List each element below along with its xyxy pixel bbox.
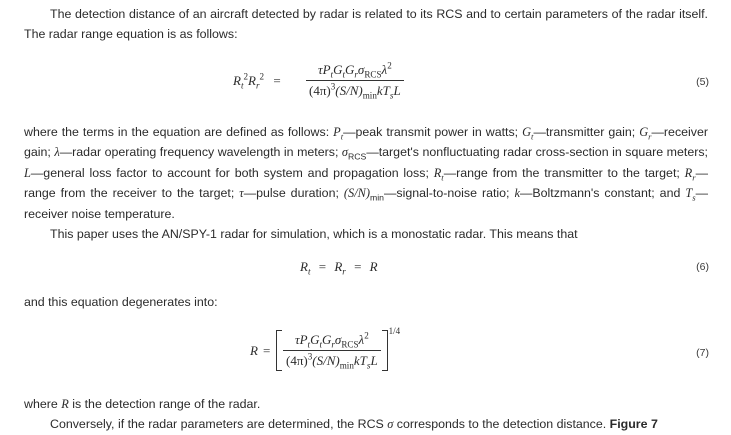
equation-7 [0, 326, 731, 382]
equation-6-number: (6) [696, 261, 709, 273]
definitions-paragraph: where the terms in the equation are defined as follows: $P_t—peak$ transmit power in watts; $G_t—transmitter$ gain; $G_r—receiver$ gain; λ—radar operating frequency wavelength in meters; $\sigma_{RCS}—target's$ nonfluctuating radar cross-section in square meters; L—general loss factor to account for both system and propagation loss; $R_t—range$ from the transmitter to the target; $R_r—range$ from the receiver to the target; τ—pulse duration; $(S/N)_{min}—signal-to$-noise ratio; k—Boltzmann's constant; and $T_s—receiver$ noise temperature. [24, 125, 709, 221]
equation-7-bracket [276, 326, 401, 371]
intro-paragraph: The detection distance of an aircraft detected by radar is related to its RCS and to certain parameters of the radar itself. The radar range equation is as follows: [24, 7, 708, 42]
equation-7-exponent: 1/4 [388, 326, 401, 336]
conversely-paragraph: Conversely, if the radar parameters are determined, the RCS σ corresponds to the detection distance. Figure 7 [50, 417, 658, 431]
figure-7-link[interactable]: Figure 7 [609, 417, 658, 431]
equation-5 [0, 62, 731, 108]
detection-range-paragraph: where R is the detection range of the radar. [24, 397, 261, 411]
equation-5-lhs: $R_t^2R_r^2$ = [233, 71, 281, 91]
equation-7-lhs: R = [250, 343, 271, 358]
equation-7-number: (7) [696, 347, 709, 359]
equation-5-denominator: $(4\pi)^3(S/N)_{min}kT_sL$ [309, 81, 401, 101]
monostatic-paragraph: This paper uses the AN/SPY-1 radar for simulation, which is a monostatic radar. This means that [50, 227, 578, 241]
equation-7-denominator: $(4\pi)^3(S/N)_{min}kT_sL$ [286, 351, 378, 371]
equation-6 [0, 256, 731, 280]
equation-5-fraction [306, 62, 404, 99]
equation-7-numerator: $\tau P_tG_tG_r\sigma_{RCS}\lambda^2$ [283, 332, 381, 351]
degenerates-paragraph: and this equation degenerates into: [24, 295, 218, 309]
equation-5-number: (5) [696, 76, 709, 88]
equation-6-body: $R_t = R_r = R$ [300, 259, 378, 277]
equation-5-numerator: $\tau P_tG_tG_r\sigma_{RCS}\lambda^2$ [306, 62, 404, 81]
